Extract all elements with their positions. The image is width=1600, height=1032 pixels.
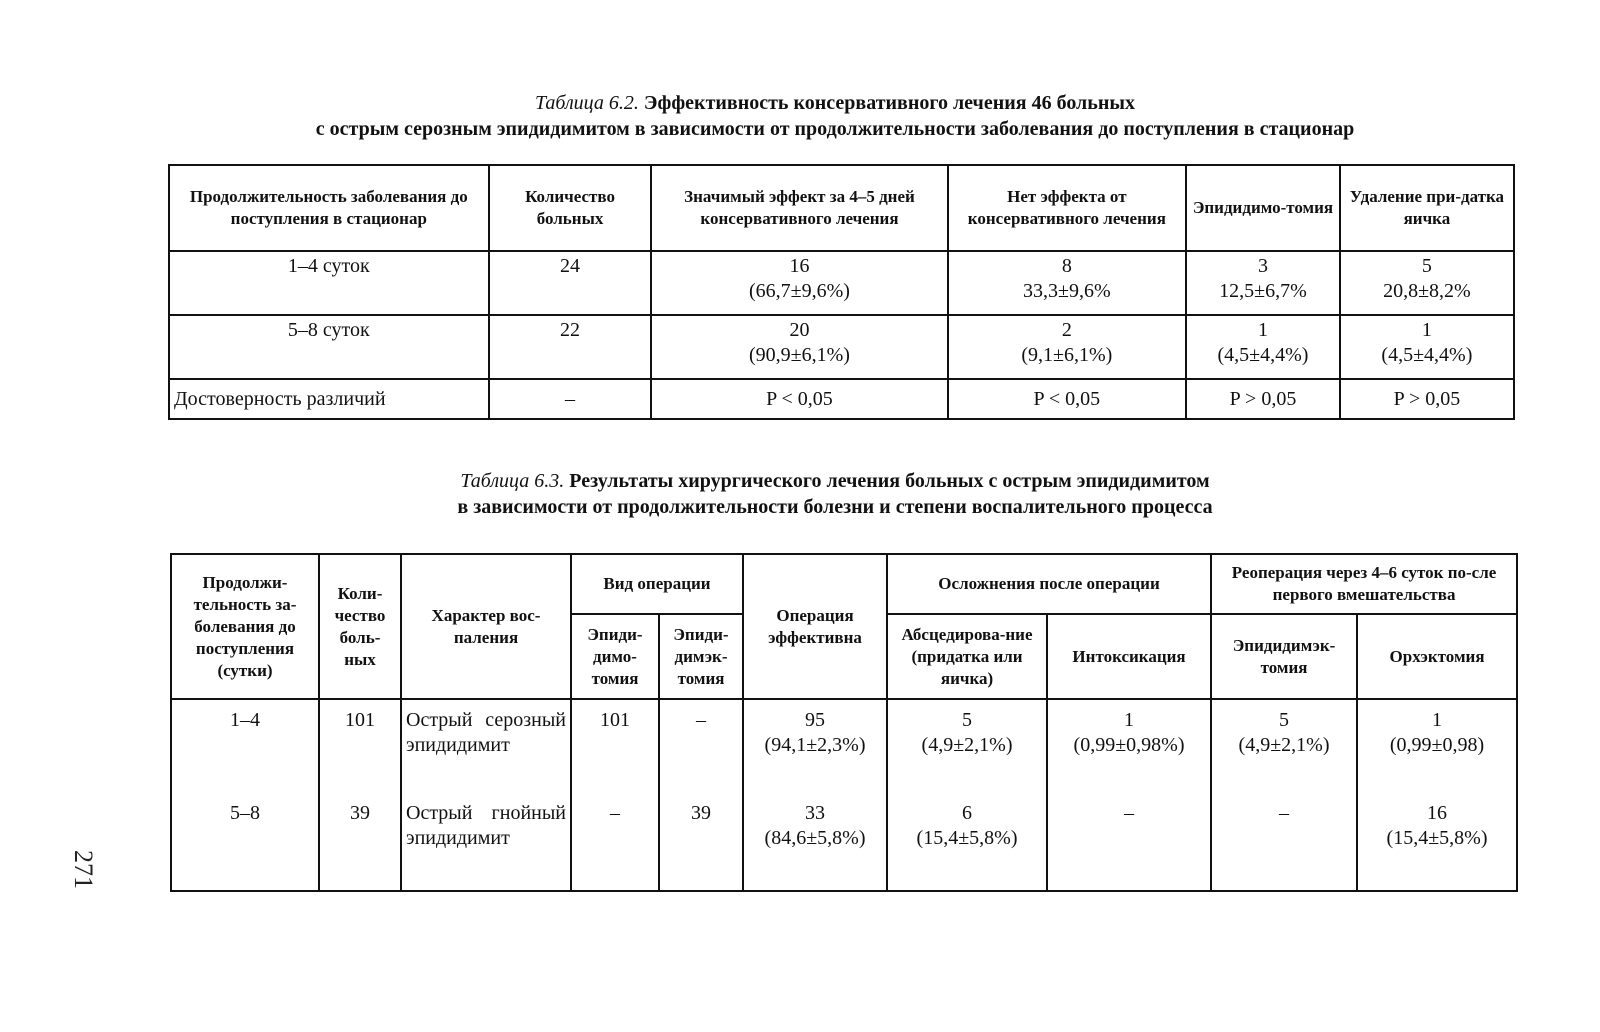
header-effective: Операция эффективна [743,554,887,699]
caption-label: Таблица 6.3. [460,470,565,492]
header-complications: Осложнения после операции [887,554,1211,614]
header-epididymectomy: Эпиди-димэк-томия [659,614,743,699]
header-operation-type: Вид операции [571,554,743,614]
cell-significance: P > 0,05 [1186,379,1340,419]
header-epididymotomy: Эпиди-димо-томия [571,614,659,699]
value: – [610,802,620,824]
header-duration: Продолжи-тельность за-болевания до поступления (сутки) [171,554,319,699]
value: 33 [805,802,826,824]
caption-line-2: в зависимости от продолжительности болезни и степени воспалительного процесса [457,496,1213,518]
value: – [1279,802,1290,824]
cell-percent: (66,7±9,6%) [749,280,850,302]
value: – [696,709,706,731]
cell-count [319,699,401,891]
caption-line-1 [160,468,1510,494]
cell-orchiectomy [1357,699,1517,891]
cell-effective [743,699,887,891]
cell-no-effect [948,251,1187,315]
value: – [1124,802,1135,824]
table-6-3 [170,553,1518,892]
header-count: Количество больных [489,165,652,251]
value: 5 [1279,709,1290,731]
cell-value: 3 [1257,255,1268,277]
cell-value: 20 [789,319,810,341]
header-no-effect: Нет эффекта от консервативного лечения [948,165,1187,251]
cell-significance: P > 0,05 [1340,379,1514,419]
value-group [1216,708,1352,801]
table-header-row [169,165,1514,251]
cell-percent: 33,3±9,6% [1023,280,1111,302]
percent: (15,4±5,8%) [1386,827,1488,849]
value: 5–8 [230,802,260,824]
value-group [892,708,1042,801]
value: 101 [600,709,630,731]
cell-percent: 12,5±6,7% [1219,280,1307,302]
cell-percent: (90,9±6,1%) [749,344,850,366]
cell-significance: – [489,379,652,419]
value: 16 [1427,802,1448,824]
table-6-2 [168,164,1515,420]
table-6-3-caption [160,468,1510,520]
header-character: Характер вос-паления [401,554,571,699]
page-number: 271 [69,850,98,889]
cell-percent: 20,8±8,2% [1383,280,1471,302]
value: 101 [345,709,375,731]
cell-duration: 1–4 суток [169,251,489,315]
cell-duration [171,699,319,891]
header-intoxication: Интоксикация [1047,614,1211,699]
table-row [169,315,1514,379]
cell-significance: P < 0,05 [948,379,1187,419]
cell-value: 5 [1421,255,1432,277]
cell-epididymotomy [571,699,659,891]
cell-value: 8 [1061,255,1072,277]
percent: (0,99±0,98%) [1073,734,1185,756]
value-group [1052,801,1206,826]
cell-count: 22 [489,315,652,379]
cell-character [401,699,571,891]
value: 39 [350,802,370,824]
value-group [1052,708,1206,801]
value: Острый гнойный эпидидимит [406,802,566,849]
value-group [1362,708,1512,801]
header-reop-epididymectomy: Эпидидимэк-томия [1211,614,1357,699]
percent: (4,9±2,1%) [921,734,1013,756]
header-reoperation: Реоперация через 4–6 суток по-сле первого вмешательства [1211,554,1517,614]
cell-epididymotomy [1186,315,1340,379]
percent: (0,99±0,98) [1389,734,1485,756]
value-group [748,801,882,851]
percent: (94,1±2,3%) [764,734,866,756]
cell-intoxication [1047,699,1211,891]
cell-count: 24 [489,251,652,315]
table-row [169,251,1514,315]
header-duration: Продолжительность заболевания до поступления в стационар [169,165,489,251]
caption-title: Результаты хирургического лечения больных с острым эпидидимитом [569,470,1210,492]
cell-significance: P < 0,05 [651,379,947,419]
value: 5 [962,709,973,731]
value-group [1362,801,1512,851]
significance-row [169,379,1514,419]
header-count: Коли-чество боль-ных [319,554,401,699]
cell-value: 2 [1061,319,1072,341]
value-group [748,708,882,801]
cell-removal [1340,251,1514,315]
percent: (4,9±2,1%) [1238,734,1330,756]
header-abscess: Абсцедирова-ние (придатка или яичка) [887,614,1047,699]
value: Острый серозный эпидидимит [406,709,566,756]
value-group [1216,801,1352,826]
caption-label: Таблица 6.2. [534,92,639,114]
cell-value: 16 [789,255,810,277]
caption-line-1 [160,90,1510,116]
table-row [171,699,1517,891]
header-epididymotomy: Эпидидимо-томия [1186,165,1340,251]
cell-percent: (4,5±4,4%) [1381,344,1473,366]
cell-significant-effect [651,315,947,379]
value: 1 [1124,709,1135,731]
table-header-row [171,554,1517,614]
cell-value: 1 [1257,319,1268,341]
percent: (15,4±5,8%) [916,827,1018,849]
cell-significant-effect [651,251,947,315]
cell-duration: 5–8 суток [169,315,489,379]
cell-percent: (4,5±4,4%) [1217,344,1309,366]
value: 1–4 [230,709,260,731]
percent: (84,6±5,8%) [764,827,866,849]
cell-reop-epididymectomy [1211,699,1357,891]
cell-epididymectomy [659,699,743,891]
cell-removal [1340,315,1514,379]
cell-significance-label: Достоверность различий [169,379,489,419]
value-group [892,801,1042,851]
cell-value: 1 [1421,319,1432,341]
value: 6 [962,802,973,824]
value: 39 [691,802,711,824]
caption-line-2: с острым серозным эпидидимитом в зависимости от продолжительности заболевания до поступления в стационар [315,118,1355,140]
value: 95 [805,709,826,731]
cell-percent: (9,1±6,1%) [1021,344,1113,366]
value: 1 [1432,709,1443,731]
table-6-2-caption [160,90,1510,142]
header-removal: Удаление при-датка яичка [1340,165,1514,251]
header-significant-effect: Значимый эффект за 4–5 дней консервативного лечения [651,165,947,251]
caption-title: Эффективность консервативного лечения 46 больных [643,92,1135,114]
cell-epididymotomy [1186,251,1340,315]
cell-abscess [887,699,1047,891]
cell-no-effect [948,315,1187,379]
header-orchiectomy: Орхэктомия [1357,614,1517,699]
